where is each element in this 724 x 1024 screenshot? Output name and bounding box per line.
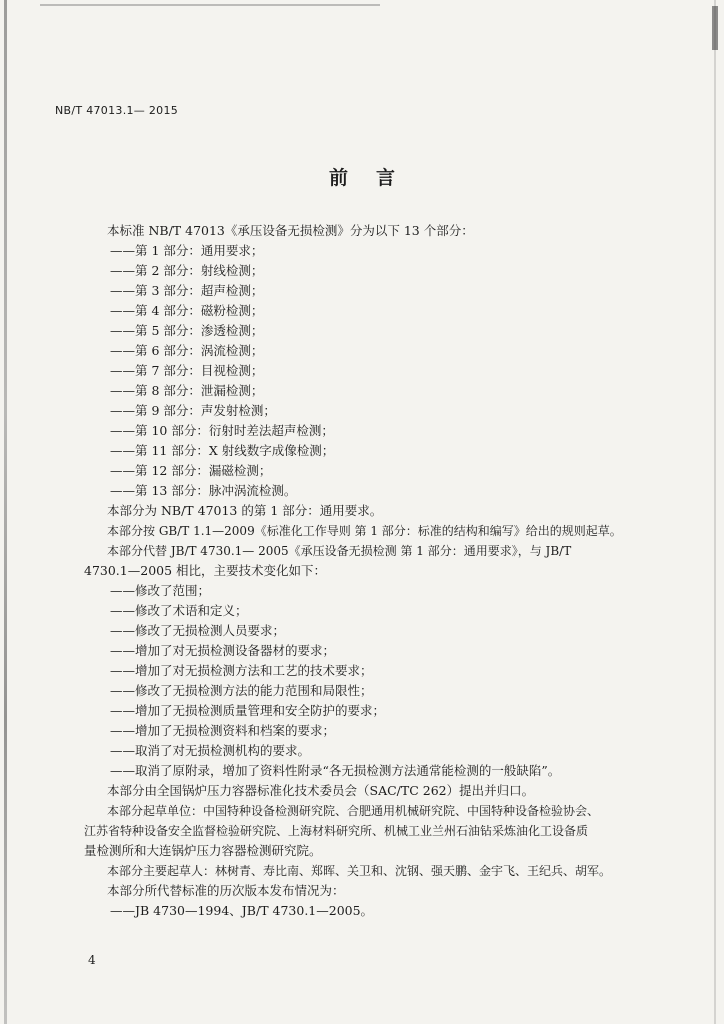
list-item: ——第 8 部分：泄漏检测； [110, 383, 264, 398]
list-item: ——第 4 部分：磁粉检测； [110, 303, 264, 318]
page-number: 4 [88, 953, 96, 967]
list-item: ——修改了无损检测方法的能力范围和局限性； [110, 683, 373, 698]
list-item: ——修改了术语和定义； [110, 603, 248, 618]
text-line: 本部分代替 JB/T 4730.1— 2005《承压设备无损检测 第 1 部分：通用要求》，与 JB/T [107, 544, 572, 558]
text-line: 4730.1—2005 相比，主要技术变化如下： [84, 563, 327, 578]
text-line: 本部分由全国锅炉压力容器标准化技术委员会（SAC/TC 262）提出并归口。 [107, 783, 535, 798]
list-item: ——第 1 部分：通用要求； [110, 243, 264, 258]
list-item: ——JB 4730—1994、JB/T 4730.1—2005。 [110, 903, 374, 918]
list-item: ——第 7 部分：目视检测； [110, 363, 264, 378]
list-item: ——第 12 部分：漏磁检测； [110, 463, 272, 478]
text-line: 本部分主要起草人：林树青、寿比南、郑晖、关卫和、沈钢、强天鹏、金宇飞、王纪兵、胡军。 [107, 864, 612, 878]
list-item: ——第 10 部分：衍射时差法超声检测； [110, 423, 334, 438]
list-item: ——增加了对无损检测设备器材的要求； [110, 643, 336, 658]
list-item: ——第 6 部分：涡流检测； [110, 343, 264, 358]
document-code: NB/T 47013.1— 2015 [55, 104, 179, 117]
text-line: 本标准 NB/T 47013《承压设备无损检测》分为以下 13 个部分： [107, 223, 474, 238]
text-line: 本部分所代替标准的历次版本发布情况为： [107, 883, 345, 898]
list-item: ——取消了对无损检测机构的要求。 [110, 743, 311, 758]
text-line: 本部分按 GB/T 1.1—2009《标准化工作导则 第 1 部分：标准的结构和编写》给出的规则起草。 [107, 524, 622, 538]
text-line: 江苏省特种设备安全监督检验研究院、上海材料研究所、机械工业兰州石油钻采炼油化工设备质 [84, 824, 589, 838]
scan-top-edge [40, 4, 380, 6]
list-item: ——第 2 部分：射线检测； [110, 263, 264, 278]
list-item: ——增加了对无损检测方法和工艺的技术要求； [110, 663, 373, 678]
scan-right-edge [714, 0, 716, 1024]
list-item: ——取消了原附录，增加了资料性附录“各无损检测方法通常能检测的一般缺陷”。 [110, 763, 561, 778]
text-line: 量检测所和大连锅炉压力容器检测研究院。 [84, 843, 322, 858]
list-item: ——修改了范围； [110, 583, 211, 598]
scan-left-edge [4, 0, 7, 1024]
list-item: ——第 13 部分：脉冲涡流检测。 [110, 483, 297, 498]
text-line: 本部分起草单位：中国特种设备检测研究院、合肥通用机械研究院、中国特种设备检验协会、 [107, 804, 600, 818]
list-item: ——第 11 部分：X 射线数字成像检测； [110, 443, 335, 458]
list-item: ——增加了无损检测资料和档案的要求； [110, 723, 336, 738]
list-item: ——修改了无损检测人员要求； [110, 623, 286, 638]
page-title: 前言 [328, 167, 423, 189]
list-item: ——第 5 部分：渗透检测； [110, 323, 264, 338]
text-line: 本部分为 NB/T 47013 的第 1 部分：通用要求。 [107, 503, 383, 518]
list-item: ——第 3 部分：超声检测； [110, 283, 264, 298]
scan-right-mark [712, 6, 718, 50]
list-item: ——增加了无损检测质量管理和安全防护的要求； [110, 703, 386, 718]
list-item: ——第 9 部分：声发射检测； [110, 403, 276, 418]
